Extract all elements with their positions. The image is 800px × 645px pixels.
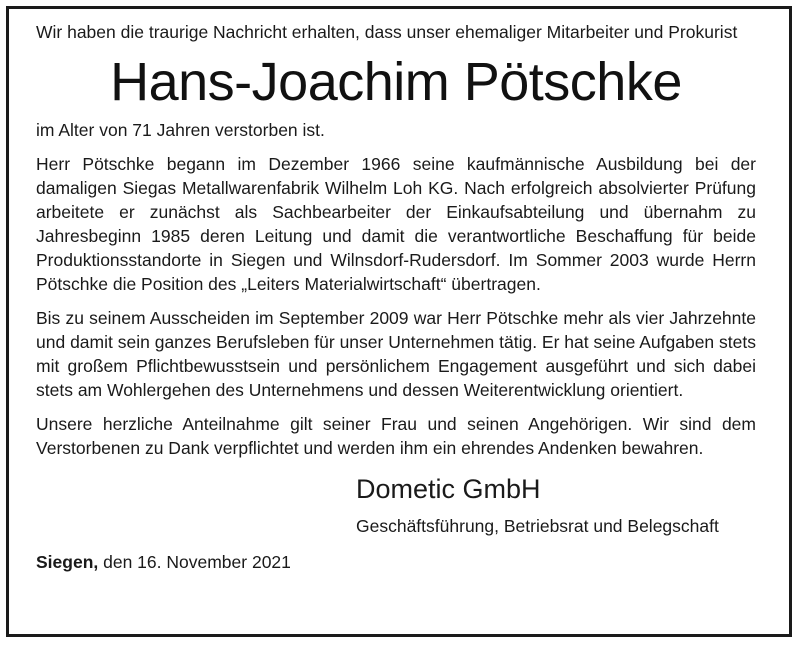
place: Siegen, <box>36 552 99 572</box>
signature-block <box>356 472 756 538</box>
paragraph-condolence: Unsere herzliche Anteilnahme gilt seiner Frau und seinen Angehörigen. Wir sind dem Verstorbenen zu Dank verpflichtet und werden ihm ein ehrendes Andenken bewahren. <box>36 414 756 458</box>
paragraph-career: Herr Pötschke begann im Dezember 1966 seine kaufmännische Ausbildung bei der damaligen Siegas Metallwarenfabrik Wilhelm Loh KG. Nach erfolgreich absolvierter Prüfung arbeitete er zunächst als Sachbearbeiter der Einkaufsabteilung und übernahm zu Jahresbeginn 1985 deren Leitung und damit die verantwortliche Beschaffung für beide Produktionsstandorte in Siegen und Wilnsdorf-Rudersdorf. Im Sommer 2003 wurde Herrn Pötschke die Position des „Leiters Materialwirtschaft“ übertragen. <box>36 154 756 294</box>
place-date-line <box>36 550 756 574</box>
intro-text: Wir haben die traurige Nachricht erhalten, dass unser ehemaliger Mitarbeiter und Prokurist <box>36 22 738 42</box>
paragraph-tenure: Bis zu seinem Ausscheiden im September 2009 war Herr Pötschke mehr als vier Jahrzehnte und damit sein ganzes Berufsleben für unser Unternehmen tätig. Er hat seine Aufgaben stets mit großem Pflichtbewusstsein und persönlichem Engagement ausgeführt und sich dabei stets am Wohlergehen des Unternehmens und dessen Weiterentwicklung orientiert. <box>36 308 756 400</box>
date: den 16. November 2021 <box>103 552 291 572</box>
signature-subline: Geschäftsführung, Betriebsrat und Belegschaft <box>356 516 719 536</box>
company-name: Dometic GmbH <box>356 474 541 504</box>
deceased-name: Hans-Joachim Pötschke <box>110 52 682 112</box>
obituary-notice <box>36 20 756 574</box>
age-line: im Alter von 71 Jahren verstorben ist. <box>36 120 325 140</box>
